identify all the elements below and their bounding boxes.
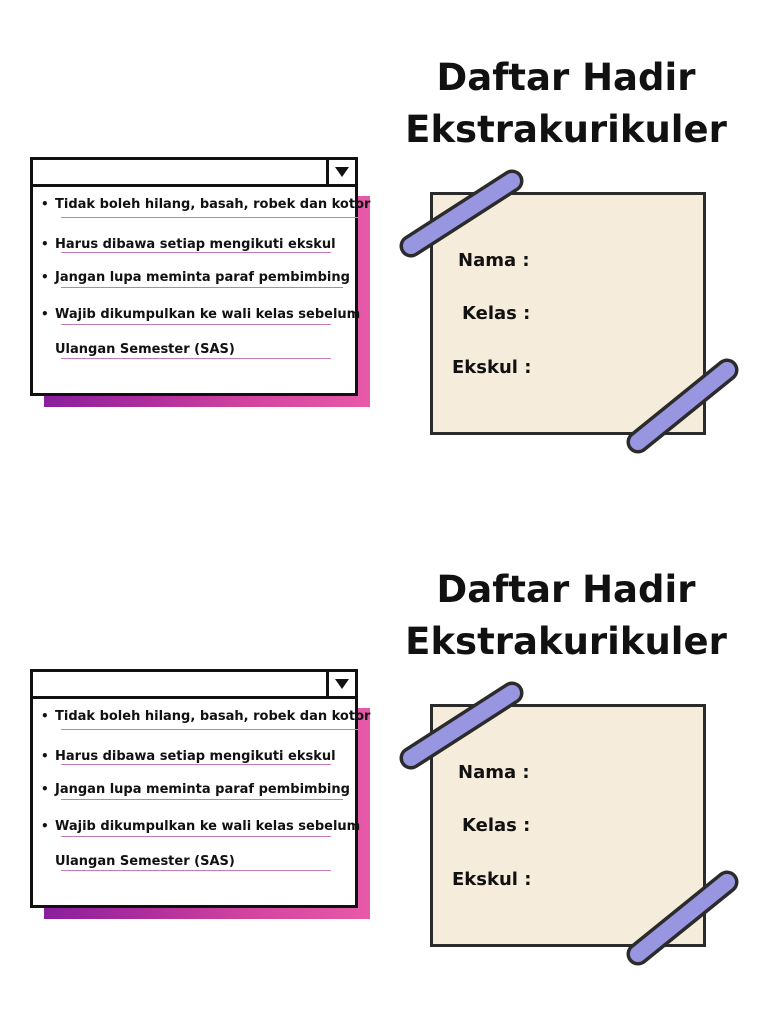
field-ekskul-label: Ekskul : [452, 357, 532, 378]
title-line-2: Ekstrakurikuler [405, 620, 727, 663]
bullet-dot: • [41, 270, 49, 284]
bullet-dot: • [41, 307, 49, 321]
bullet-dot: • [41, 819, 49, 833]
bullet-dot: • [41, 749, 49, 763]
title-line-2: Ekstrakurikuler [405, 108, 727, 151]
rule-item: • Wajib dikumpulkan ke wali kelas sebelum [41, 307, 361, 322]
rule-item: • Wajib dikumpulkan ke wali kelas sebelum [41, 819, 361, 834]
field-nama-label: Nama : [458, 762, 530, 783]
field-kelas-label: Kelas : [462, 303, 531, 324]
tape-bottom-right [638, 882, 727, 954]
tape-top-left [411, 181, 512, 246]
rule-item-continuation: Ulangan Semester (SAS) [55, 342, 235, 357]
tape-strips [0, 512, 768, 1024]
bullet-dot: • [41, 237, 49, 251]
rule-item: • Harus dibawa setiap mengikuti ekskul [41, 749, 336, 764]
title-line-1: Daftar Hadir [436, 56, 696, 99]
rule-item: • Tidak boleh hilang, basah, robek dan kotor [41, 197, 371, 212]
rule-item: • Jangan lupa meminta paraf pembimbing [41, 270, 350, 285]
tape-top-left [411, 693, 512, 758]
bullet-dot: • [41, 782, 49, 796]
rule-item: • Harus dibawa setiap mengikuti ekskul [41, 237, 336, 252]
bullet-dot: • [41, 197, 49, 211]
rule-item-continuation: Ulangan Semester (SAS) [55, 854, 235, 869]
field-kelas-label: Kelas : [462, 815, 531, 836]
bullet-dot: • [41, 709, 49, 723]
rule-item: • Jangan lupa meminta paraf pembimbing [41, 782, 350, 797]
field-ekskul-label: Ekskul : [452, 869, 532, 890]
title-line-1: Daftar Hadir [436, 568, 696, 611]
field-nama-label: Nama : [458, 250, 530, 271]
rule-item: • Tidak boleh hilang, basah, robek dan kotor [41, 709, 371, 724]
attendance-card-2 [0, 512, 768, 1024]
tape-bottom-right [638, 370, 727, 442]
